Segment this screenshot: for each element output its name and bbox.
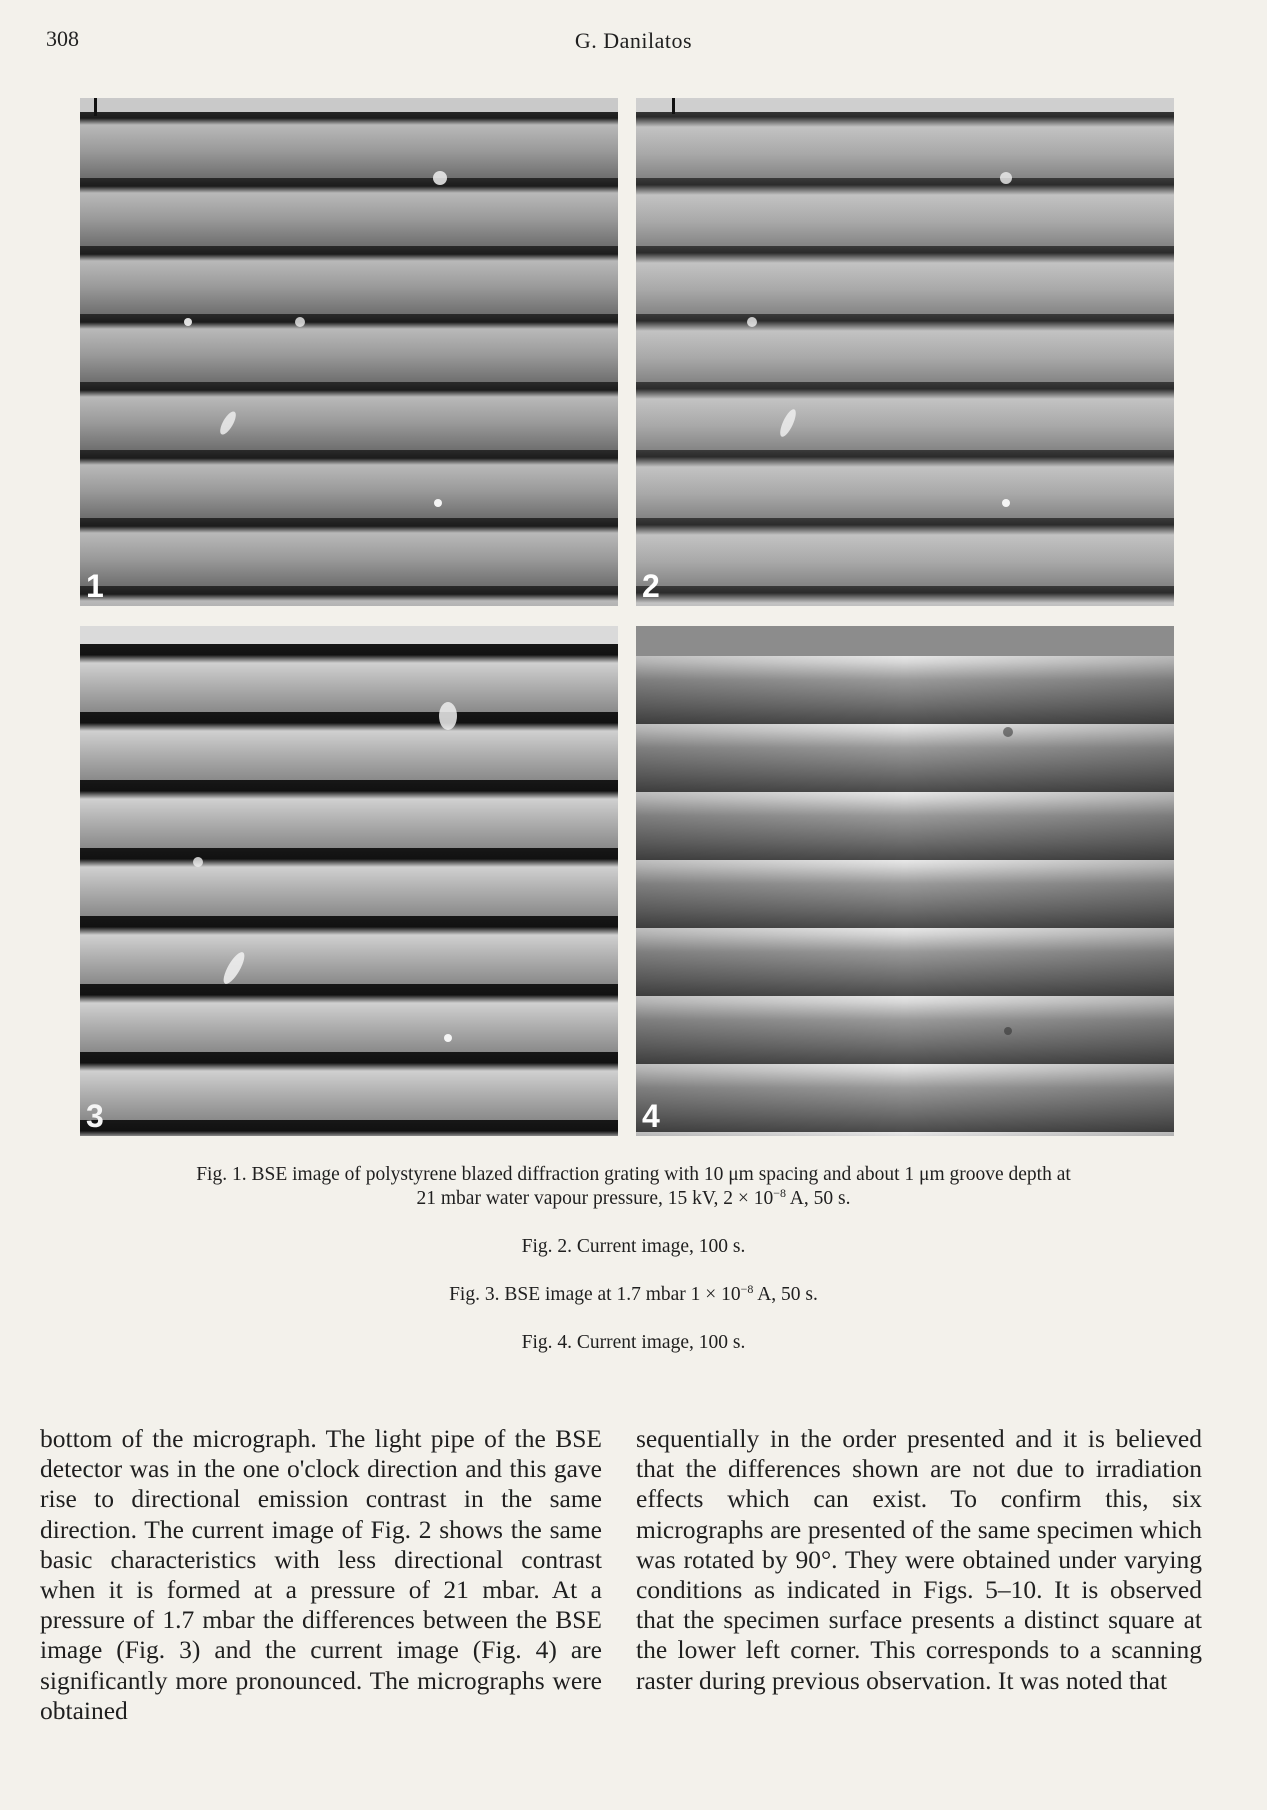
caption-fig-3-text: Fig. 3. BSE image at 1.7 mbar 1 × 10 [449, 1284, 741, 1305]
exponent: −8 [773, 1186, 786, 1200]
caption-fig-4: Fig. 4. Current image, 100 s. [521, 1332, 746, 1353]
exponent: −8 [740, 1282, 754, 1296]
figure-label: 3 [86, 1098, 104, 1134]
figure-captions [60, 1163, 1207, 1379]
micrograph-fig-4 [636, 626, 1174, 1136]
caption-fig-3-end: A, 50 s. [753, 1284, 818, 1305]
micrograph-fig-1 [80, 98, 618, 606]
body-text-left-column: bottom of the micrograph. The light pipe of the BSE detector was in the one o'clock direction and this gave rise to directional emission contrast in the same direction. The current image of Fig. 2 shows the same basic characteristics with less directional contrast when it is formed at a pressure of 21 mbar. At a pressure of 1.7 mbar the differences between the BSE image (Fig. 3) and the current image (Fig. 4) are significantly more pronounced. The micrographs were obtained [40, 1424, 602, 1725]
caption-fig-1-line-2: 21 mbar water vapour pressure, 15 kV, 2 × 10 [416, 1188, 774, 1209]
page-number: 308 [46, 26, 79, 51]
caption-fig-1-line-2-end: A, 50 s. [785, 1188, 851, 1209]
micrograph-fig-3 [80, 626, 618, 1136]
caption-fig-3 [60, 1283, 1207, 1307]
body-text-right-column: sequentially in the order presented and it is believed that the differences shown are not due to irradiation effects which can exist. To confirm this, six micrographs are presented of the same specimen which was rotated by 90°. They were obtained under varying conditions as indicated in Figs. 5–10. It is observed that the specimen surface presents a distinct square at the lower left corner. This corresponds to a scanning raster during previous observation. It was noted that [636, 1424, 1202, 1695]
caption-fig-1 [60, 1163, 1207, 1211]
figure-label: 1 [86, 568, 104, 604]
running-head: G. Danilatos [574, 28, 693, 53]
figure-label: 4 [642, 1098, 660, 1134]
caption-fig-1-line-1: Fig. 1. BSE image of polystyrene blazed diffraction grating with 10 μm spacing and about 1 μm groove depth at [196, 1164, 1071, 1185]
caption-fig-2: Fig. 2. Current image, 100 s. [521, 1236, 746, 1257]
micrograph-fig-2 [636, 98, 1174, 606]
figure-label: 2 [642, 568, 660, 604]
